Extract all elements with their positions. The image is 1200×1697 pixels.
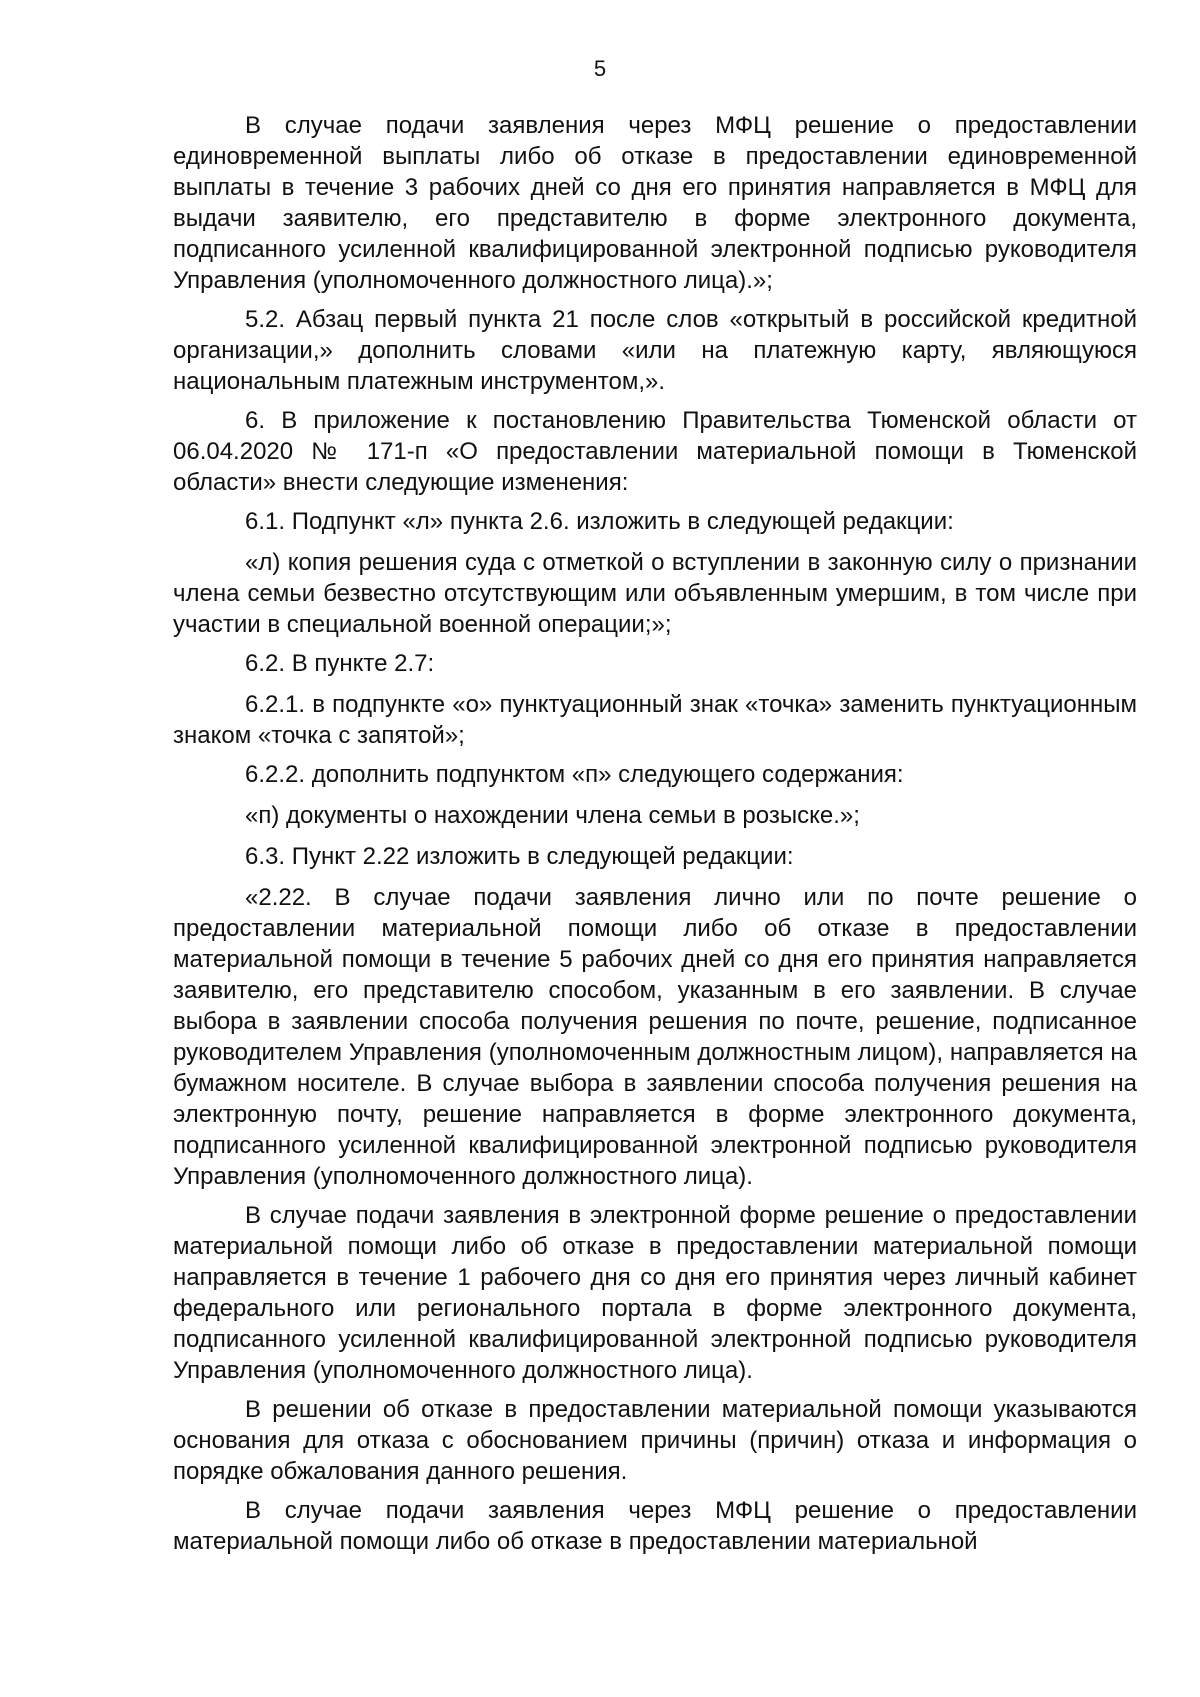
paragraph: В случае подачи заявления в электронной форме решение о предоставлении материальной помощи либо об отказе в предоставлении материальной помощи направляется в течение 1 рабочего дня со дня его принятия через личный кабинет федерального или регионального портала в форме электронного документа, подписанного усиленной квалифицированной электронной подписью руководителя Управления (уполномоченного должностного лица). bbox=[173, 1202, 1137, 1384]
paragraph: «п) документы о нахождении члена семьи в розыске.»; bbox=[245, 802, 860, 829]
paragraph: В случае подачи заявления через МФЦ решение о предоставлении единовременной выплаты либо об отказе в предоставлении единовременной выплаты в течение 3 рабочих дней со дня его принятия направляется в МФЦ для выдачи заявителю, его представителю в форме электронного документа, подписанного усиленной квалифицированной электронной подписью руководителя Управления (уполномоченного должностного лица).»; bbox=[173, 112, 1137, 294]
paragraph: 6.2. В пункте 2.7: bbox=[245, 650, 435, 677]
paragraph: 6.2.2. дополнить подпунктом «п» следующего содержания: bbox=[245, 761, 904, 788]
paragraph: «л) копия решения суда с отметкой о вступлении в законную силу о признании члена семьи безвестно отсутствующим или объявленным умершим, в том числе при участии в специальной военной операции;»; bbox=[173, 549, 1137, 638]
paragraph: 6. В приложение к постановлению Правительства Тюменской области от 06.04.2020 № 171-п «О предоставлении материальной помощи в Тюменской области» внести следующие изменения: bbox=[173, 407, 1137, 496]
page-number: 5 bbox=[593, 56, 607, 81]
paragraph: 6.1. Подпункт «л» пункта 2.6. изложить в следующей редакции: bbox=[245, 508, 954, 535]
paragraph: 6.3. Пункт 2.22 изложить в следующей редакции: bbox=[245, 843, 794, 870]
paragraph: 6.2.1. в подпункте «о» пунктуационный знак «точка» заменить пунктуационным знаком «точка с запятой»; bbox=[173, 691, 1137, 749]
paragraph: В решении об отказе в предоставлении материальной помощи указываются основания для отказа с обоснованием причины (причин) отказа и информация о порядке обжалования данного решения. bbox=[173, 1396, 1137, 1485]
document-body bbox=[173, 110, 1137, 1565]
paragraph: «2.22. В случае подачи заявления лично или по почте решение о предоставлении материальной помощи либо об отказе в предоставлении материальной помощи в течение 5 рабочих дней со дня его принятия направляется заявителю, его представителю способом, указанным в его заявлении. В случае выбора в заявлении способа получения решения по почте, решение, подписанное руководителем Управления (уполномоченным должностным лицом), направляется на бумажном носителе. В случае выбора в заявлении способа получения решения на электронную почту, решение направляется в форме электронного документа, подписанного усиленной квалифицированной электронной подписью руководителя Управления (уполномоченного должностного лица). bbox=[173, 884, 1137, 1190]
paragraph: В случае подачи заявления через МФЦ решение о предоставлении материальной помощи либо об отказе в предоставлении материальной bbox=[173, 1497, 1137, 1555]
paragraph: 5.2. Абзац первый пункта 21 после слов «открытый в российской кредитной организации,» дополнить словами «или на платежную карту, являющуюся национальным платежным инструментом,». bbox=[173, 306, 1137, 395]
